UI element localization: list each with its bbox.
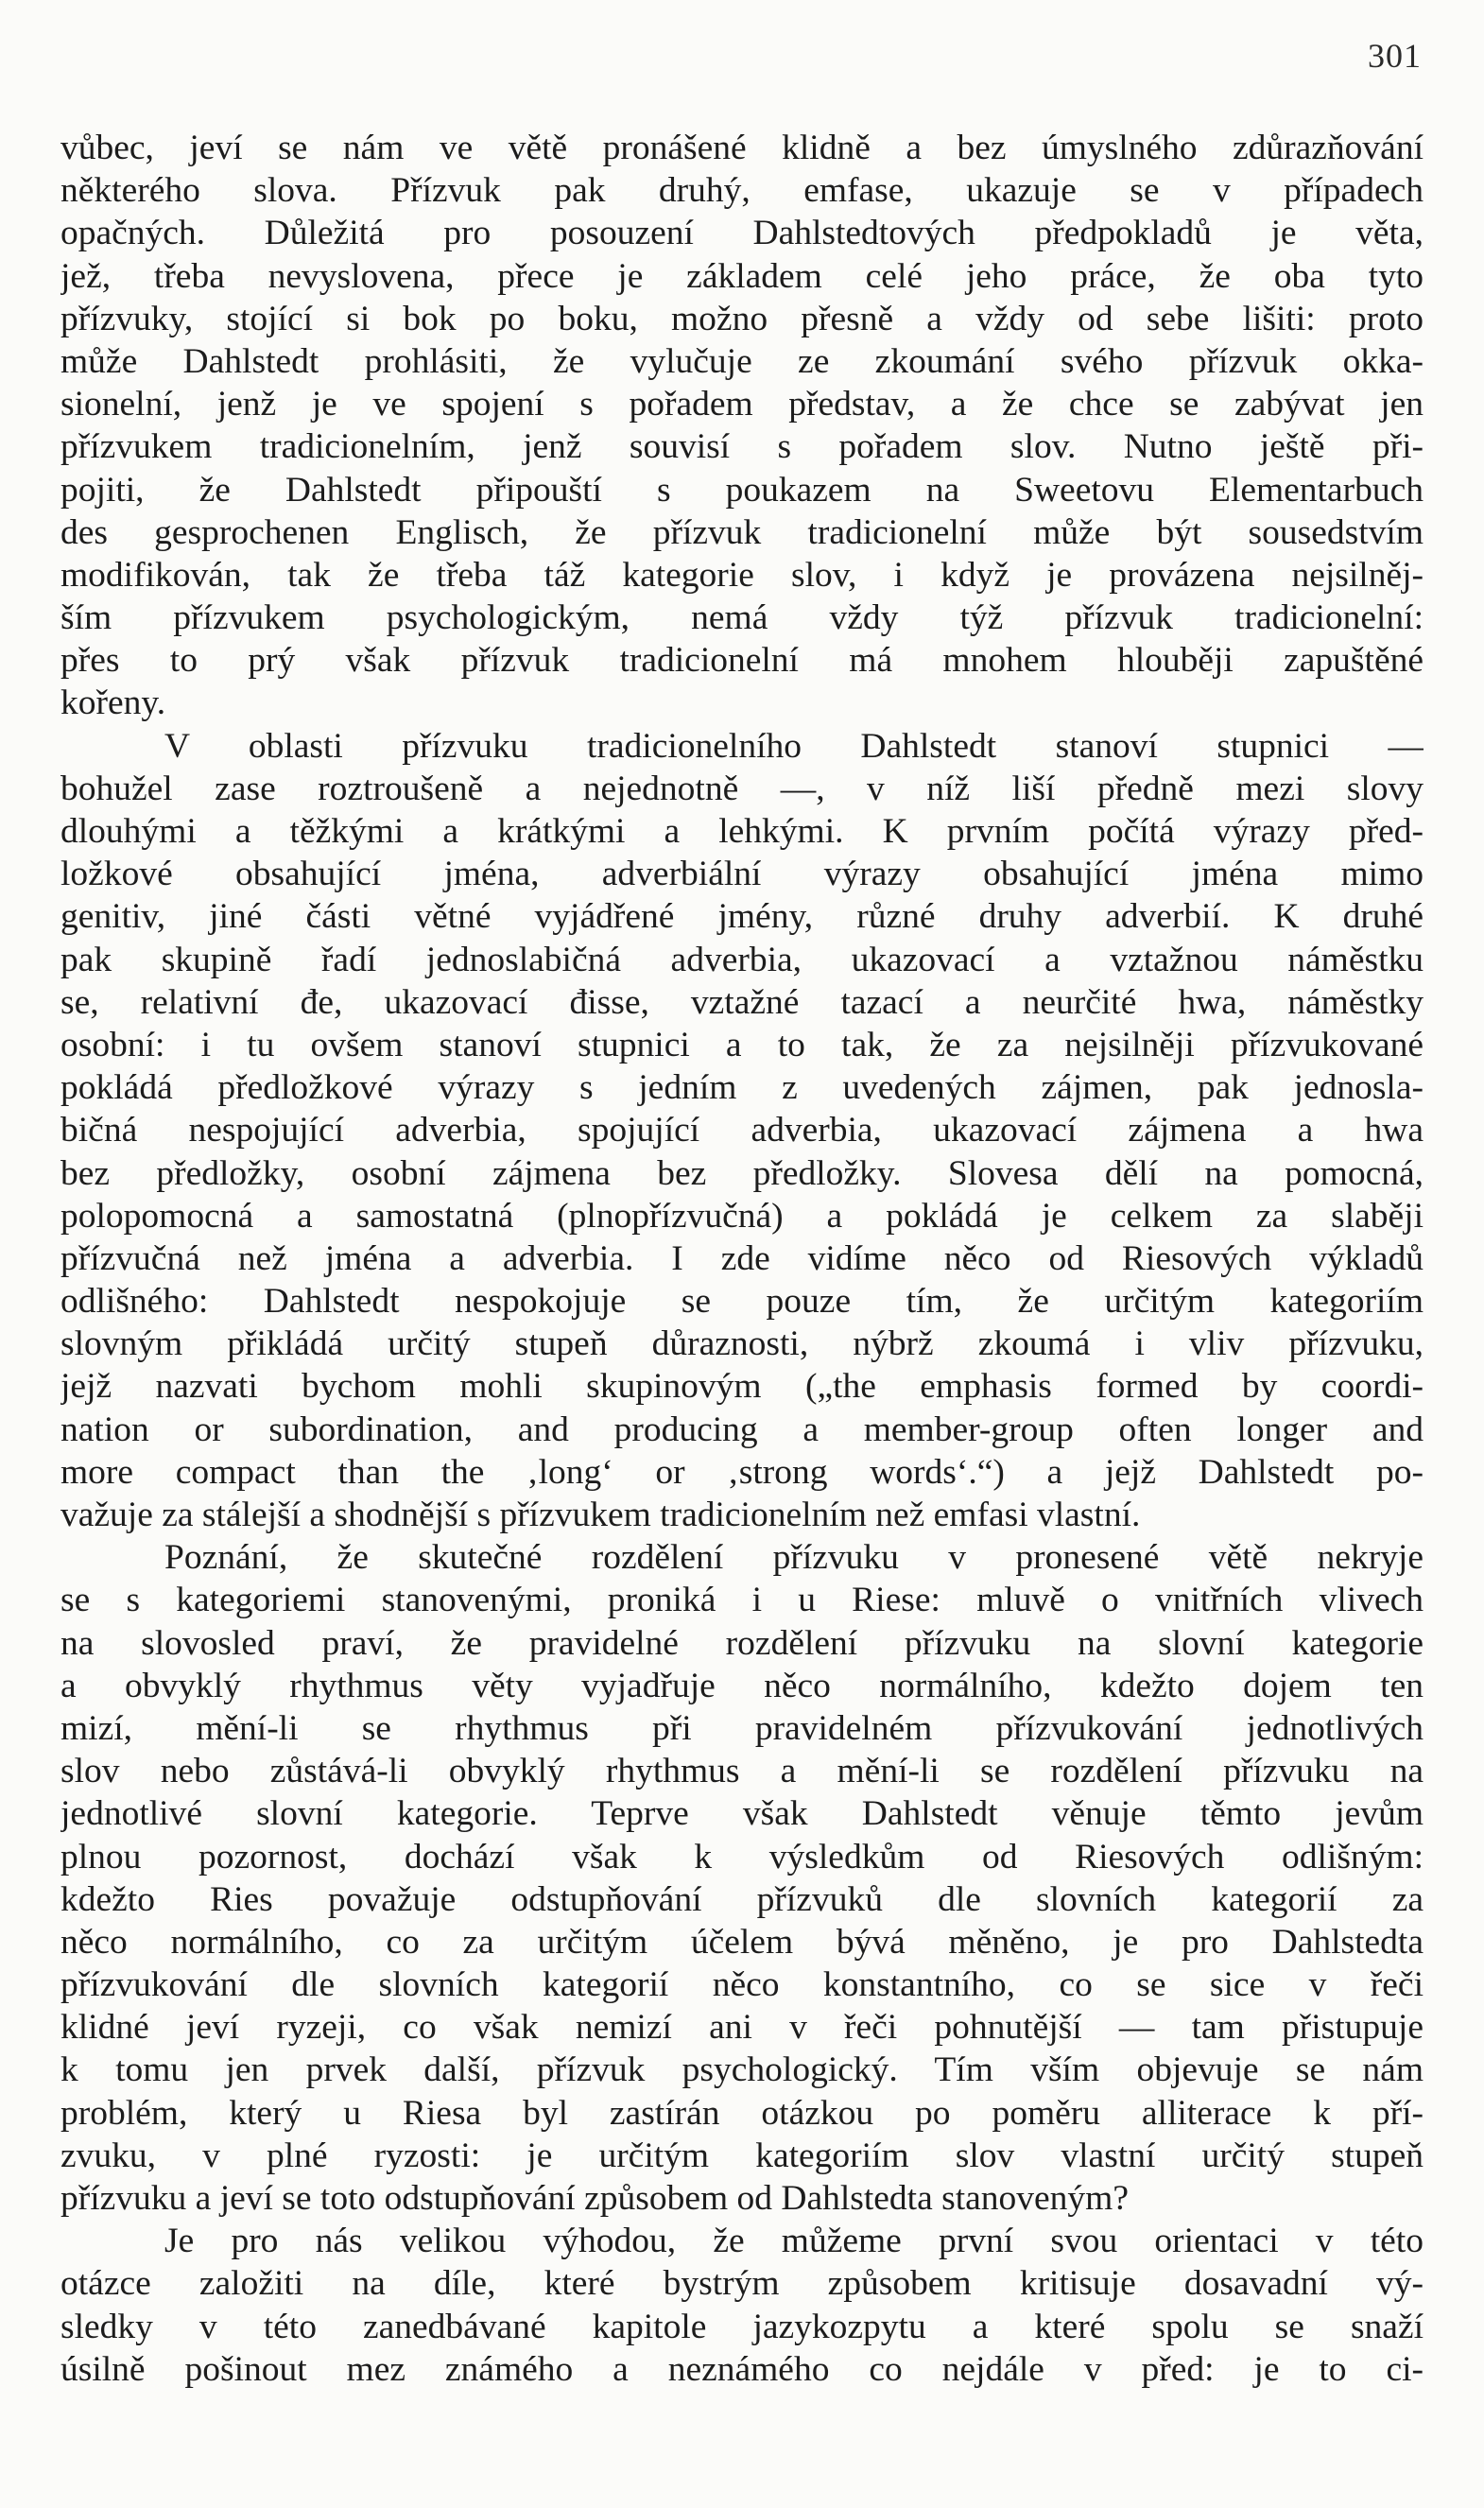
text-line: ším přízvukem psychologickým, nemá vždy týž přízvuk tradicionelní: bbox=[60, 598, 1424, 638]
paragraph-start-line: Je pro nás velikou výhodou, že můžeme první svou orientaci v této bbox=[164, 2222, 1424, 2261]
text-line: odlišného: Dahlstedt nespokojuje se pouze tím, že určitým kategoriím bbox=[60, 1282, 1424, 1322]
text-line: bez předložky, osobní zájmena bez předložky. Slovesa dělí na pomocná, bbox=[60, 1153, 1424, 1193]
text-line: otázce založiti na díle, které bystrým způsobem kritisuje dosavadní vý- bbox=[60, 2264, 1424, 2304]
text-line: něco normálního, co za určitým účelem bývá měněno, je pro Dahlstedta bbox=[60, 1922, 1424, 1962]
body-text bbox=[60, 127, 1424, 2391]
text-line: plnou pozornost, dochází však k výsledkům od Riesových odlišným: bbox=[60, 1837, 1424, 1877]
text-line: nation or subordination, and producing a member-group often longer and bbox=[60, 1410, 1424, 1449]
text-line: přízvuky, stojící si bok po boku, možno přesně a vždy od sebe lišiti: proto bbox=[60, 299, 1424, 338]
text-line: polopomocná a samostatná (plnopřízvučná) a pokládá je celkem za slaběji bbox=[60, 1196, 1424, 1236]
text-line: pak skupině řadí jednoslabičná adverbia, ukazovací a vztažnou náměstku bbox=[60, 940, 1424, 979]
text-line: pojiti, že Dahlstedt připouští s poukazem na Sweetovu Elementarbuch bbox=[60, 470, 1424, 510]
text-line: může Dahlstedt prohlásiti, že vylučuje ze zkoumání svého přízvuk okka- bbox=[60, 341, 1424, 381]
text-line: bohužel zase roztroušeně a nejednotně —, v níž liší předně mezi slovy bbox=[60, 769, 1424, 808]
text-line: přízvukování dle slovních kategorií něco konstantního, co se sice v řeči bbox=[60, 1965, 1424, 2005]
page-number: 301 bbox=[1368, 37, 1422, 75]
text-line: vůbec, jeví se nám ve větě pronášené klidně a bez úmyslného zdůrazňování bbox=[60, 129, 1424, 167]
text-line: važuje za stálejší a shodnější s přízvukem tradicionelním než emfasi vlastní. bbox=[60, 1496, 1141, 1534]
text-line: některého slova. Přízvuk pak druhý, emfase, ukazuje se v případech bbox=[60, 171, 1424, 211]
text-line: mizí, mění-li se rhythmus při pravidelném přízvukování jednotlivých bbox=[60, 1708, 1424, 1748]
text-line: jednotlivé slovní kategorie. Teprve však Dahlstedt věnuje těmto jevům bbox=[60, 1794, 1424, 1834]
text-line: a obvyklý rhythmus věty vyjadřuje něco normálního, kdežto dojem ten bbox=[60, 1666, 1424, 1705]
text-line: dlouhými a těžkými a krátkými a lehkými. K prvním počítá výrazy před- bbox=[60, 812, 1424, 851]
text-line: bičná nespojující adverbia, spojující adverbia, ukazovací zájmena a hwa bbox=[60, 1111, 1424, 1150]
text-line: kdežto Ries považuje odstupňování přízvuků dle slovních kategorií za bbox=[60, 1879, 1424, 1919]
text-line: genitiv, jiné části větné vyjádřené jmény, různé druhy adverbií. K druhé bbox=[60, 897, 1424, 937]
text-line: zvuku, v plné ryzosti: je určitým kategoriím slov vlastní určitý stupeň bbox=[60, 2136, 1424, 2175]
text-line: na slovosled praví, že pravidelné rozdělení přízvuku na slovní kategorie bbox=[60, 1623, 1424, 1663]
text-line: jež, třeba nevyslovena, přece je základem celé jeho práce, že oba tyto bbox=[60, 256, 1424, 296]
text-line: pokládá předložkové výrazy s jedním z uvedených zájmen, pak jednosla- bbox=[60, 1068, 1424, 1108]
paragraph-start-line: V oblasti přízvuku tradicionelního Dahlstedt stanoví stupnici — bbox=[164, 726, 1424, 766]
text-line: klidné jeví ryzeji, co však nemizí ani v řeči pohnutější — tam přistupuje bbox=[60, 2008, 1424, 2048]
text-line: přízvučná než jména a adverbia. I zde vidíme něco od Riesových výkladů bbox=[60, 1238, 1424, 1278]
text-line: se s kategoriemi stanovenými, proniká i u Riese: mluvě o vnitřních vlivech bbox=[60, 1581, 1424, 1620]
text-line: jejž nazvati bychom mohli skupinovým („the emphasis formed by coordi- bbox=[60, 1367, 1424, 1407]
text-line: osobní: i tu ovšem stanoví stupnici a to tak, že za nejsilněji přízvukované bbox=[60, 1025, 1424, 1064]
text-line: more compact than the ‚long‘ or ‚strong words‘.“) a jejž Dahlstedt po- bbox=[60, 1452, 1424, 1492]
text-line: se, relativní đe, ukazovací đisse, vztažné tazací a neurčité hwa, náměstky bbox=[60, 982, 1424, 1022]
text-line: modifikován, tak že třeba táž kategorie slov, i když je provázena nejsilněj- bbox=[60, 555, 1424, 595]
text-line: ložkové obsahující jména, adverbiální výrazy obsahující jména mimo bbox=[60, 855, 1424, 894]
text-line: opačných. Důležitá pro posouzení Dahlstedtových předpokladů je věta, bbox=[60, 214, 1424, 253]
text-line: přízvuku a jeví se toto odstupňování způsobem od Dahlstedta stanoveným? bbox=[60, 2179, 1129, 2218]
text-line: přes to prý však přízvuk tradicionelní má mnohem hlouběji zapuštěné bbox=[60, 641, 1424, 681]
text-line: k tomu jen prvek další, přízvuk psychologický. Tím vším objevuje se nám bbox=[60, 2050, 1424, 2090]
text-line: slovným přikládá určitý stupeň důraznosti, nýbrž zkoumá i vliv přízvuku, bbox=[60, 1324, 1424, 1364]
text-line: úsilně pošinout mez známého a neznámého co nejdále v před: je to ci- bbox=[60, 2349, 1424, 2389]
paragraph-start-line: Poznání, že skutečné rozdělení přízvuku v pronesené větě nekryje bbox=[164, 1538, 1424, 1578]
text-line: sledky v této zanedbávané kapitole jazykozpytu a které spolu se snaží bbox=[60, 2307, 1424, 2346]
text-line: problém, který u Riesa byl zastírán otázkou po poměru alliterace k pří- bbox=[60, 2093, 1424, 2133]
text-line: slov nebo zůstává-li obvyklý rhythmus a mění-li se rozdělení přízvuku na bbox=[60, 1752, 1424, 1791]
text-line: přízvukem tradicionelním, jenž souvisí s pořadem slov. Nutno ještě při- bbox=[60, 427, 1424, 467]
text-line: sionelní, jenž je ve spojení s pořadem představ, a že chce se zabývat jen bbox=[60, 385, 1424, 424]
text-line: kořeny. bbox=[60, 683, 166, 723]
text-line: des gesprochenen Englisch, že přízvuk tradicionelní může být sousedstvím bbox=[60, 512, 1424, 552]
